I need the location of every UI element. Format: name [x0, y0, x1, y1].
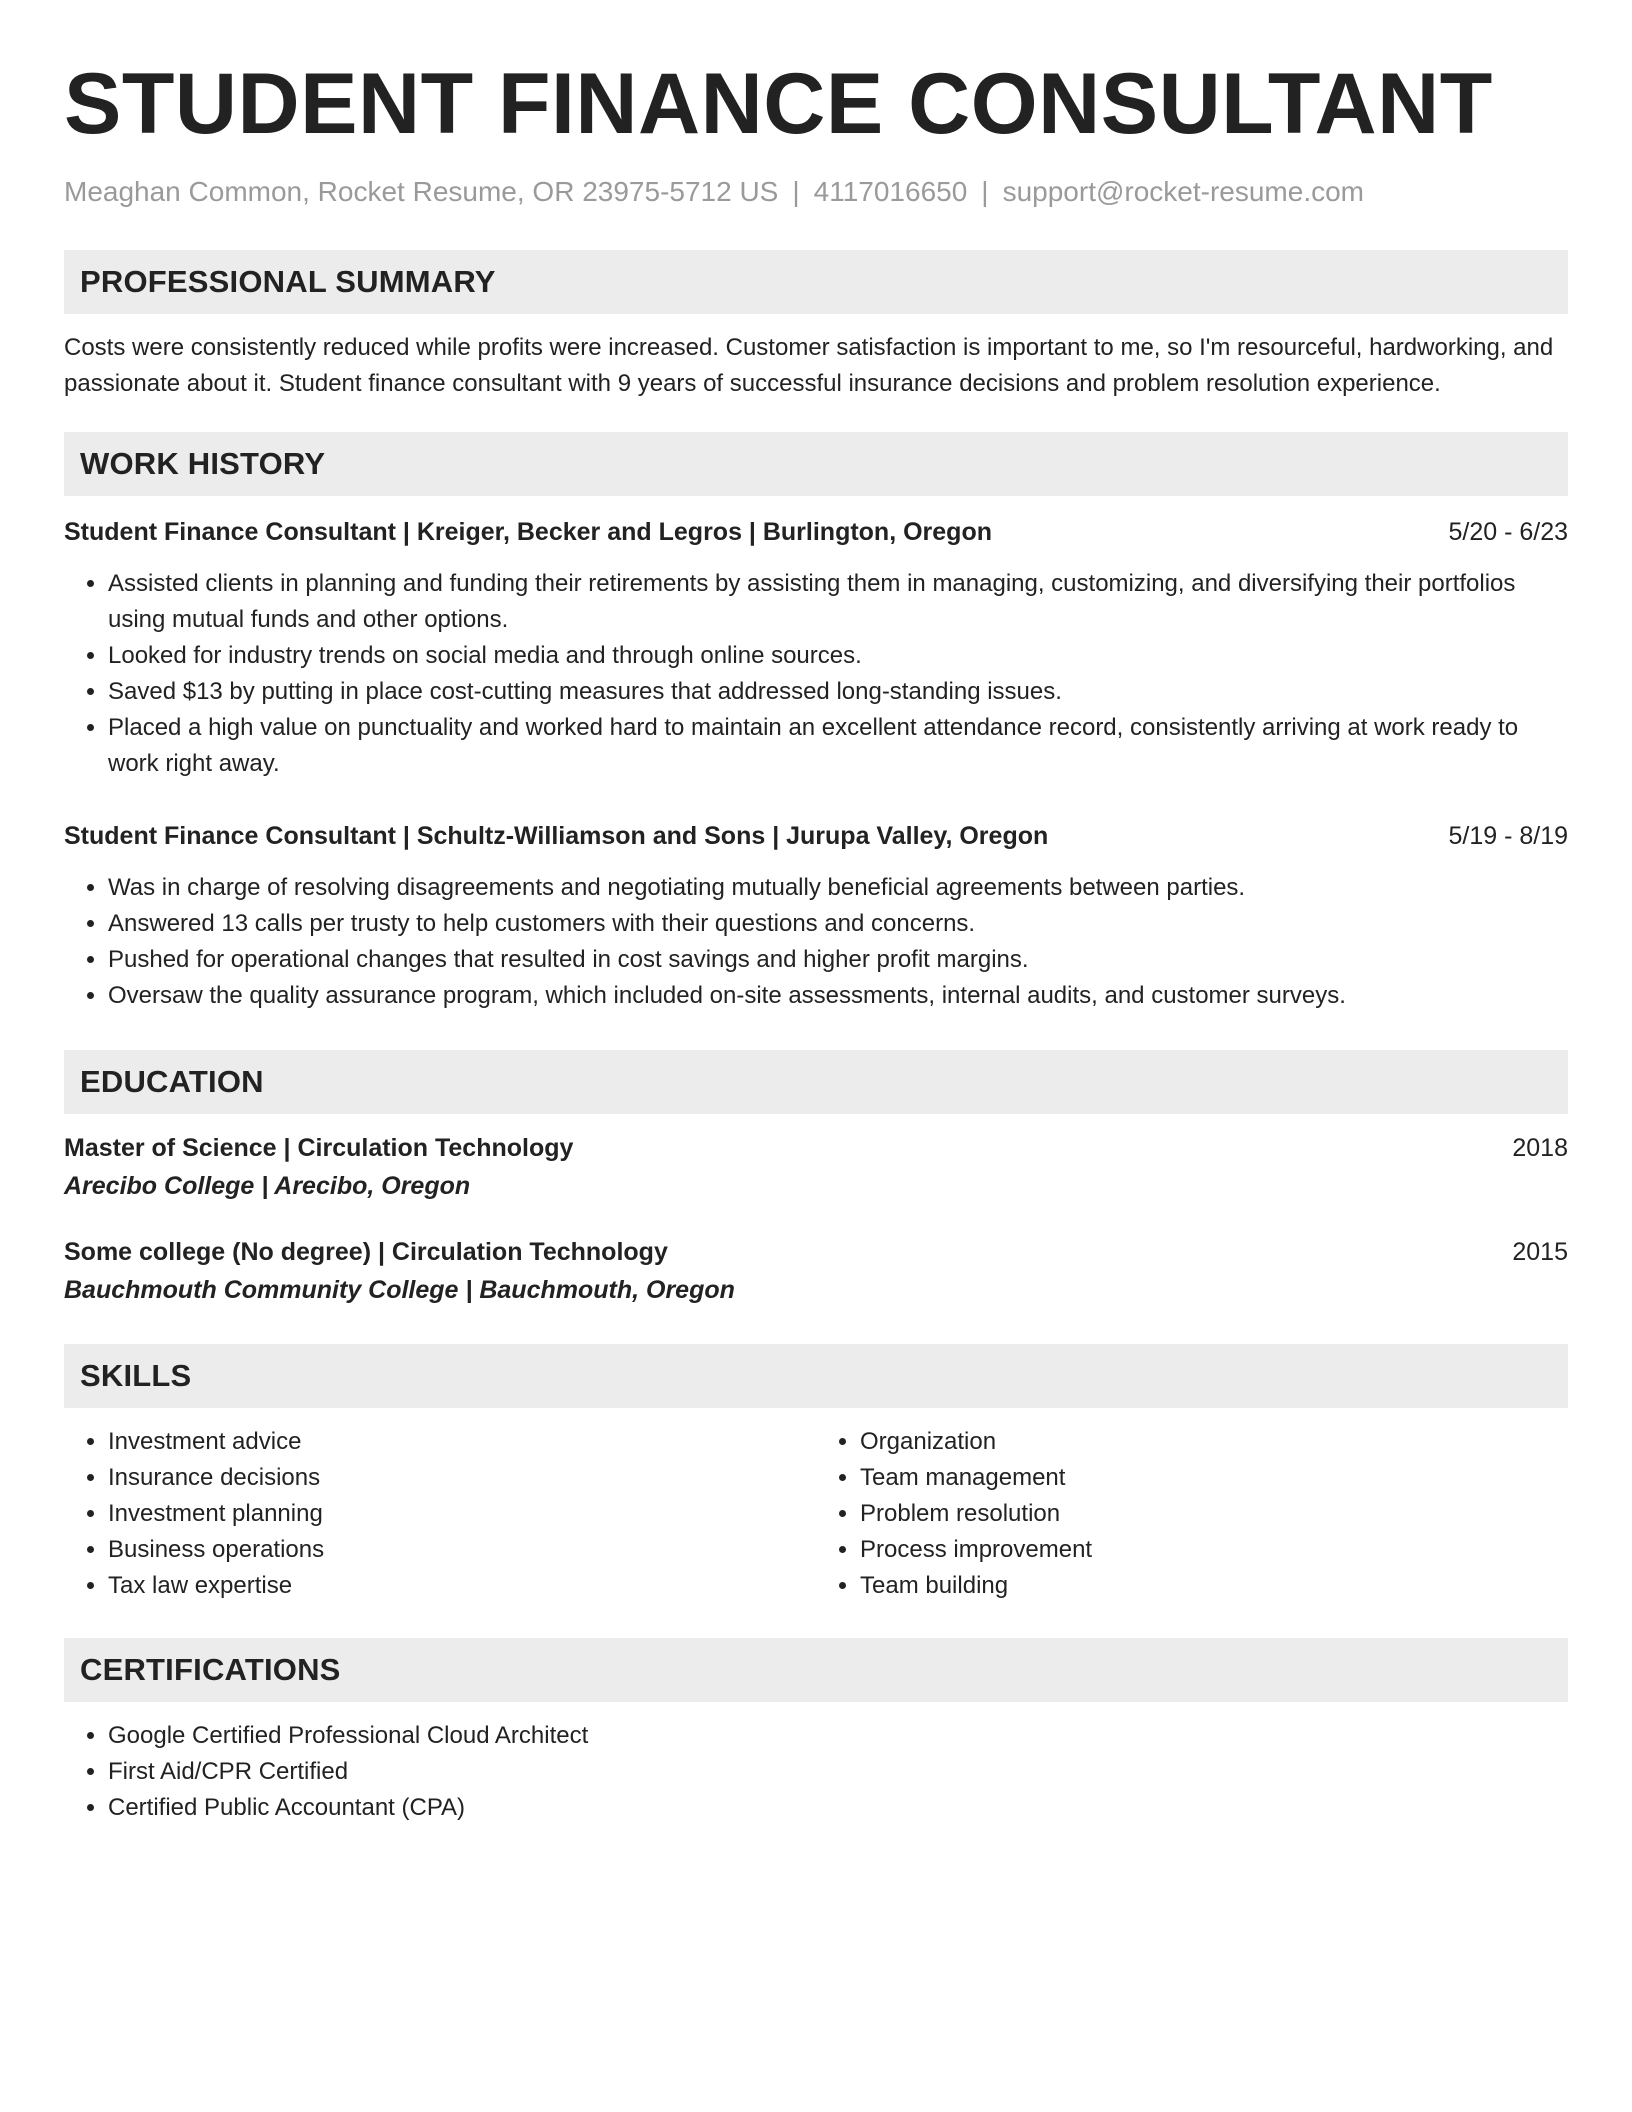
skill-item: • Investment planning: [108, 1496, 816, 1532]
resume-name: STUDENT FINANCE CONSULTANT: [64, 56, 1493, 152]
skill-item: • Team building: [860, 1568, 1568, 1604]
job-bullet: • Looked for industry trends on social media and through online sources.: [108, 638, 1568, 674]
job-bullet: • Saved $13 by putting in place cost-cutting measures that addressed long-standing issues.: [108, 674, 1568, 710]
contact-email: support@rocket-resume.com: [1002, 176, 1365, 207]
job-bullet: • Pushed for operational changes that resulted in cost savings and higher profit margins.: [108, 942, 1568, 978]
summary-section-header: [64, 250, 1568, 314]
work-section-title: WORK HISTORY: [80, 446, 326, 481]
certifications-section-title: CERTIFICATIONS: [80, 1652, 341, 1687]
skill-item: • Business operations: [108, 1532, 816, 1568]
certification-item: • Certified Public Accountant (CPA): [108, 1790, 1568, 1826]
skill-item: • Tax law expertise: [108, 1568, 816, 1604]
education-year: 2015: [1512, 1238, 1568, 1266]
skill-item: • Organization: [860, 1424, 1568, 1460]
education-heading-row: [64, 1130, 1568, 1166]
certification-item: • First Aid/CPR Certified: [108, 1754, 1568, 1790]
education-entry: [64, 1130, 1568, 1206]
job-entry: [64, 514, 1568, 782]
job-bullet: • Answered 13 calls per trusty to help customers with their questions and concerns.: [108, 906, 1568, 942]
skills-column-right: [816, 1424, 1568, 1604]
job-heading-row: [64, 514, 1568, 550]
job-bullet: • Assisted clients in planning and funding their retirements by assisting them in managing, customizing, and diversifying their portfolios using mutual funds and other options.: [108, 566, 1568, 638]
skills-column-left: [64, 1424, 816, 1604]
job-dates: 5/19 - 8/19: [1448, 822, 1568, 850]
education-section-title: EDUCATION: [80, 1064, 264, 1099]
skill-item: • Problem resolution: [860, 1496, 1568, 1532]
education-heading-row: [64, 1234, 1568, 1270]
job-bullets: [64, 870, 1568, 1014]
education-degree: Master of Science | Circulation Technology: [64, 1134, 574, 1162]
education-degree: Some college (No degree) | Circulation Technology: [64, 1238, 668, 1266]
work-section-header: [64, 432, 1568, 496]
contact-separator: |: [981, 176, 989, 207]
certifications-items: [64, 1718, 1568, 1826]
skill-item: • Process improvement: [860, 1532, 1568, 1568]
job-title: Student Finance Consultant | Schultz-Williamson and Sons | Jurupa Valley, Oregon: [64, 822, 1049, 850]
skills-section-title: SKILLS: [80, 1358, 192, 1393]
summary-text: Costs were consistently reduced while profits were increased. Customer satisfaction is important to me, so I'm resourceful, hardworking, and passionate about it. Student finance consultant with 9 years of successful insurance decisions and problem resolution experience.: [64, 334, 1554, 397]
skill-item: • Insurance decisions: [108, 1460, 816, 1496]
skills-section-header: [64, 1344, 1568, 1408]
contact-separator: |: [792, 176, 800, 207]
certifications-section-header: [64, 1638, 1568, 1702]
skill-item: • Investment advice: [108, 1424, 816, 1460]
education-section-header: [64, 1050, 1568, 1114]
skills-list: [64, 1424, 1568, 1604]
contact-phone: 4117016650: [813, 176, 968, 207]
education-school: Bauchmouth Community College | Bauchmouth, Oregon: [64, 1276, 735, 1304]
summary-section-title: PROFESSIONAL SUMMARY: [80, 264, 496, 299]
job-bullet: • Was in charge of resolving disagreements and negotiating mutually beneficial agreements between parties.: [108, 870, 1568, 906]
job-dates: 5/20 - 6/23: [1448, 518, 1568, 546]
job-title: Student Finance Consultant | Kreiger, Becker and Legros | Burlington, Oregon: [64, 518, 992, 546]
certifications-list: [64, 1718, 1568, 1826]
job-heading-row: [64, 818, 1568, 854]
education-entry: [64, 1234, 1568, 1310]
skill-item: • Team management: [860, 1460, 1568, 1496]
certification-item: • Google Certified Professional Cloud Architect: [108, 1718, 1568, 1754]
contact-address: Meaghan Common, Rocket Resume, OR 23975-5712 US: [64, 176, 779, 207]
education-school: Arecibo College | Arecibo, Oregon: [64, 1172, 471, 1200]
education-year: 2018: [1512, 1134, 1568, 1162]
job-bullet: • Oversaw the quality assurance program, which included on-site assessments, internal audits, and customer surveys.: [108, 978, 1568, 1014]
job-bullets: [64, 566, 1568, 782]
contact-line: [64, 174, 1568, 210]
job-bullet: • Placed a high value on punctuality and worked hard to maintain an excellent attendance record, consistently arriving at work ready to work right away.: [108, 710, 1568, 782]
job-entry: [64, 818, 1568, 1014]
